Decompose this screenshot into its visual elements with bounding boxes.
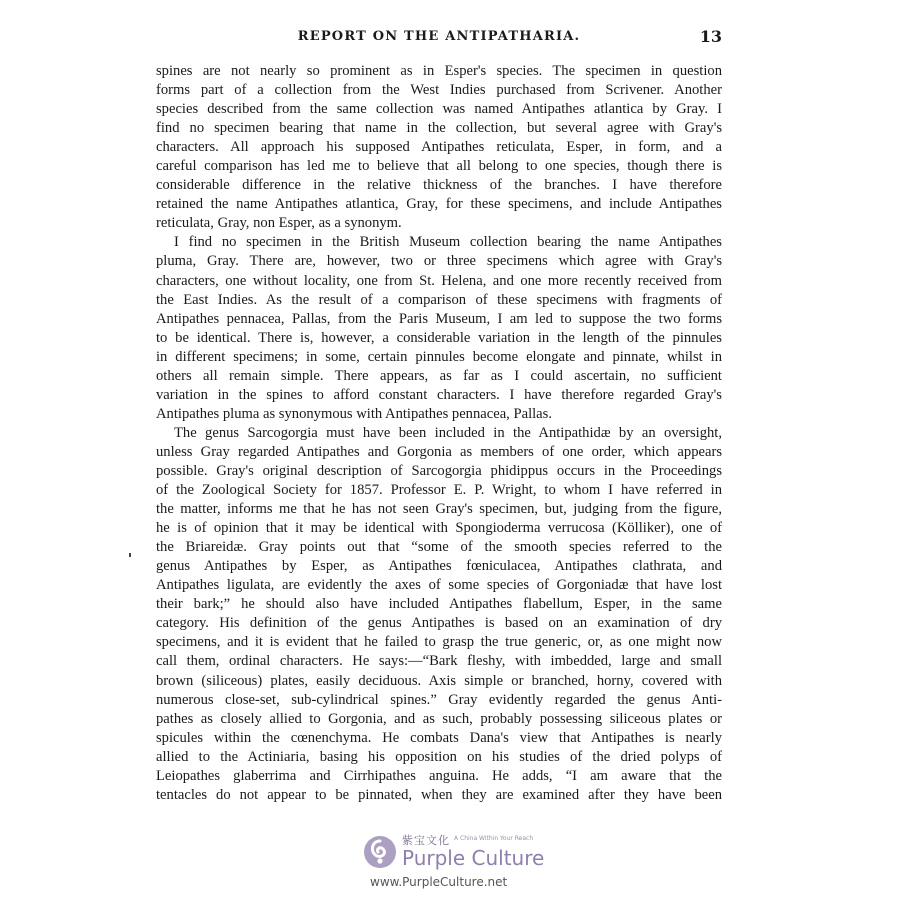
purple-culture-logo-icon bbox=[362, 834, 398, 870]
text-line: reticulata, Gray, non Esper, as a synonym. bbox=[156, 215, 402, 232]
text-line: spines are not nearly so prominent as in Esper's species. The specimen in question bbox=[156, 63, 722, 79]
text-line: careful comparison has led me to believe that all belong to one species, though there is bbox=[156, 158, 722, 175]
text-line: Antipathes pluma as synonymous with Antipathes pennacea, Pallas. bbox=[156, 405, 552, 422]
text-line: The genus Sarcogorgia must have been included in the Antipathidæ by an oversight, bbox=[174, 424, 722, 441]
watermark bbox=[362, 830, 552, 896]
text-line: spicules within the cœnenchyma. He combats Dana's view that Antipathes is nearly bbox=[156, 729, 722, 746]
text-line: Leiopathes glaberrima and Cirrhipathes anguina. He adds, “I am aware that the bbox=[156, 767, 722, 784]
text-line: tentacles do not appear to be pinnated, when they are examined after they have been bbox=[156, 786, 722, 803]
text-line: category. His definition of the genus Antipathes is based on an examination of dry bbox=[156, 615, 722, 632]
text-line: in different specimens; in some, certain pinnules become elongate and pinnate, whilst in bbox=[156, 348, 722, 365]
text-line: the East Indies. As the result of a comparison of these specimens with fragments of bbox=[156, 291, 722, 308]
text-line: retained the name Antipathes atlantica, Gray, for these specimens, and include Antipathes bbox=[156, 196, 722, 213]
text-line: call them, ordinal characters. He says:—“Bark fleshy, with imbedded, large and small bbox=[156, 653, 722, 670]
text-line: Antipathes pennacea, Pallas, from the Paris Museum, I am led to suppose the two forms bbox=[156, 310, 722, 327]
text-line: their bark;” he should also have included Antipathes flabellum, Esper, in the same bbox=[156, 596, 722, 613]
text-line: find no specimen bearing that name in the collection, but several agree with Gray's bbox=[156, 120, 722, 137]
text-line: he is of opinion that it may be identical with Spongioderma verrucosa (Kölliker), one of bbox=[156, 520, 722, 537]
text-line: the Briareidæ. Gray points out that “some of the smooth species referred to the bbox=[156, 539, 722, 556]
text-line: species described from the same collection was named Antipathes atlantica by Gray. I bbox=[156, 101, 722, 118]
text-line: considerable difference in the relative thickness of the branches. I have therefore bbox=[156, 177, 722, 194]
running-head bbox=[156, 27, 722, 49]
text-line: forms part of a collection from the West Indies purchased from Scrivener. Another bbox=[156, 82, 722, 99]
text-line: of the Zoological Society for 1857. Professor E. P. Wright, to whom I have referred in bbox=[156, 482, 722, 499]
text-line: others all remain simple. There appears, as far as I could ascertain, no sufficient bbox=[156, 367, 722, 384]
text-line: brown (siliceous) plates, easily deciduous. Axis simple or branched, horny, covered with bbox=[156, 672, 722, 689]
text-line: characters, one without locality, one from St. Helena, and one more recently received from bbox=[156, 272, 722, 289]
text-line: characters. All approach his supposed Antipathes reticulata, Esper, in form, and a bbox=[156, 139, 722, 156]
text-line: genus Antipathes by Esper, as Antipathes fœniculacea, Antipathes clathrata, and bbox=[156, 558, 722, 575]
text-line: pathes as closely allied to Gorgonia, and as such, probably possessing siliceous plates or bbox=[156, 710, 722, 727]
margin-mark bbox=[129, 553, 131, 557]
text-line: possible. Gray's original description of Sarcogorgia phidippus occurs in the Proceedings bbox=[156, 462, 722, 479]
text-line: I find no specimen in the British Museum collection bearing the name Antipathes bbox=[174, 234, 722, 251]
text-line: pluma, Gray. There are, however, two or three specimens which agree with Gray's bbox=[156, 253, 722, 270]
text-line: the matter, informs me that he has not seen Gray's specimen, but, judging from the figure, bbox=[156, 501, 722, 518]
text-line: Antipathes ligulata, are evidently the axes of some species of Gorgoniadæ that have lost bbox=[156, 577, 722, 594]
text-line: to be identical. There is, however, a considerable variation in the length of the pinnules bbox=[156, 329, 722, 346]
watermark-chinese: 紫宝文化 bbox=[402, 834, 450, 847]
text-line: unless Gray regarded Antipathes and Gorgonia as members of one order, which appears bbox=[156, 443, 722, 460]
watermark-name: Purple Culture bbox=[402, 846, 545, 870]
text-line: numerous close-set, sub-cylindrical spines.” Gray evidently regarded the genus Anti- bbox=[156, 691, 722, 708]
page-number: 13 bbox=[699, 27, 722, 46]
body-text bbox=[156, 62, 722, 805]
watermark-url: www.PurpleCulture.net bbox=[370, 875, 508, 889]
text-line: allied to the Actiniaria, basing his opposition on his studies of the dried polyps of bbox=[156, 748, 722, 765]
text-line: specimens, and it is evident that he failed to grasp the true generic, or, as one might now bbox=[156, 634, 722, 651]
text-line: variation in the spines to afford constant characters. I have therefore regarded Gray's bbox=[156, 386, 722, 403]
running-title: REPORT ON THE ANTIPATHARIA. bbox=[297, 29, 581, 44]
watermark-tagline: A China Within Your Reach bbox=[454, 835, 534, 842]
